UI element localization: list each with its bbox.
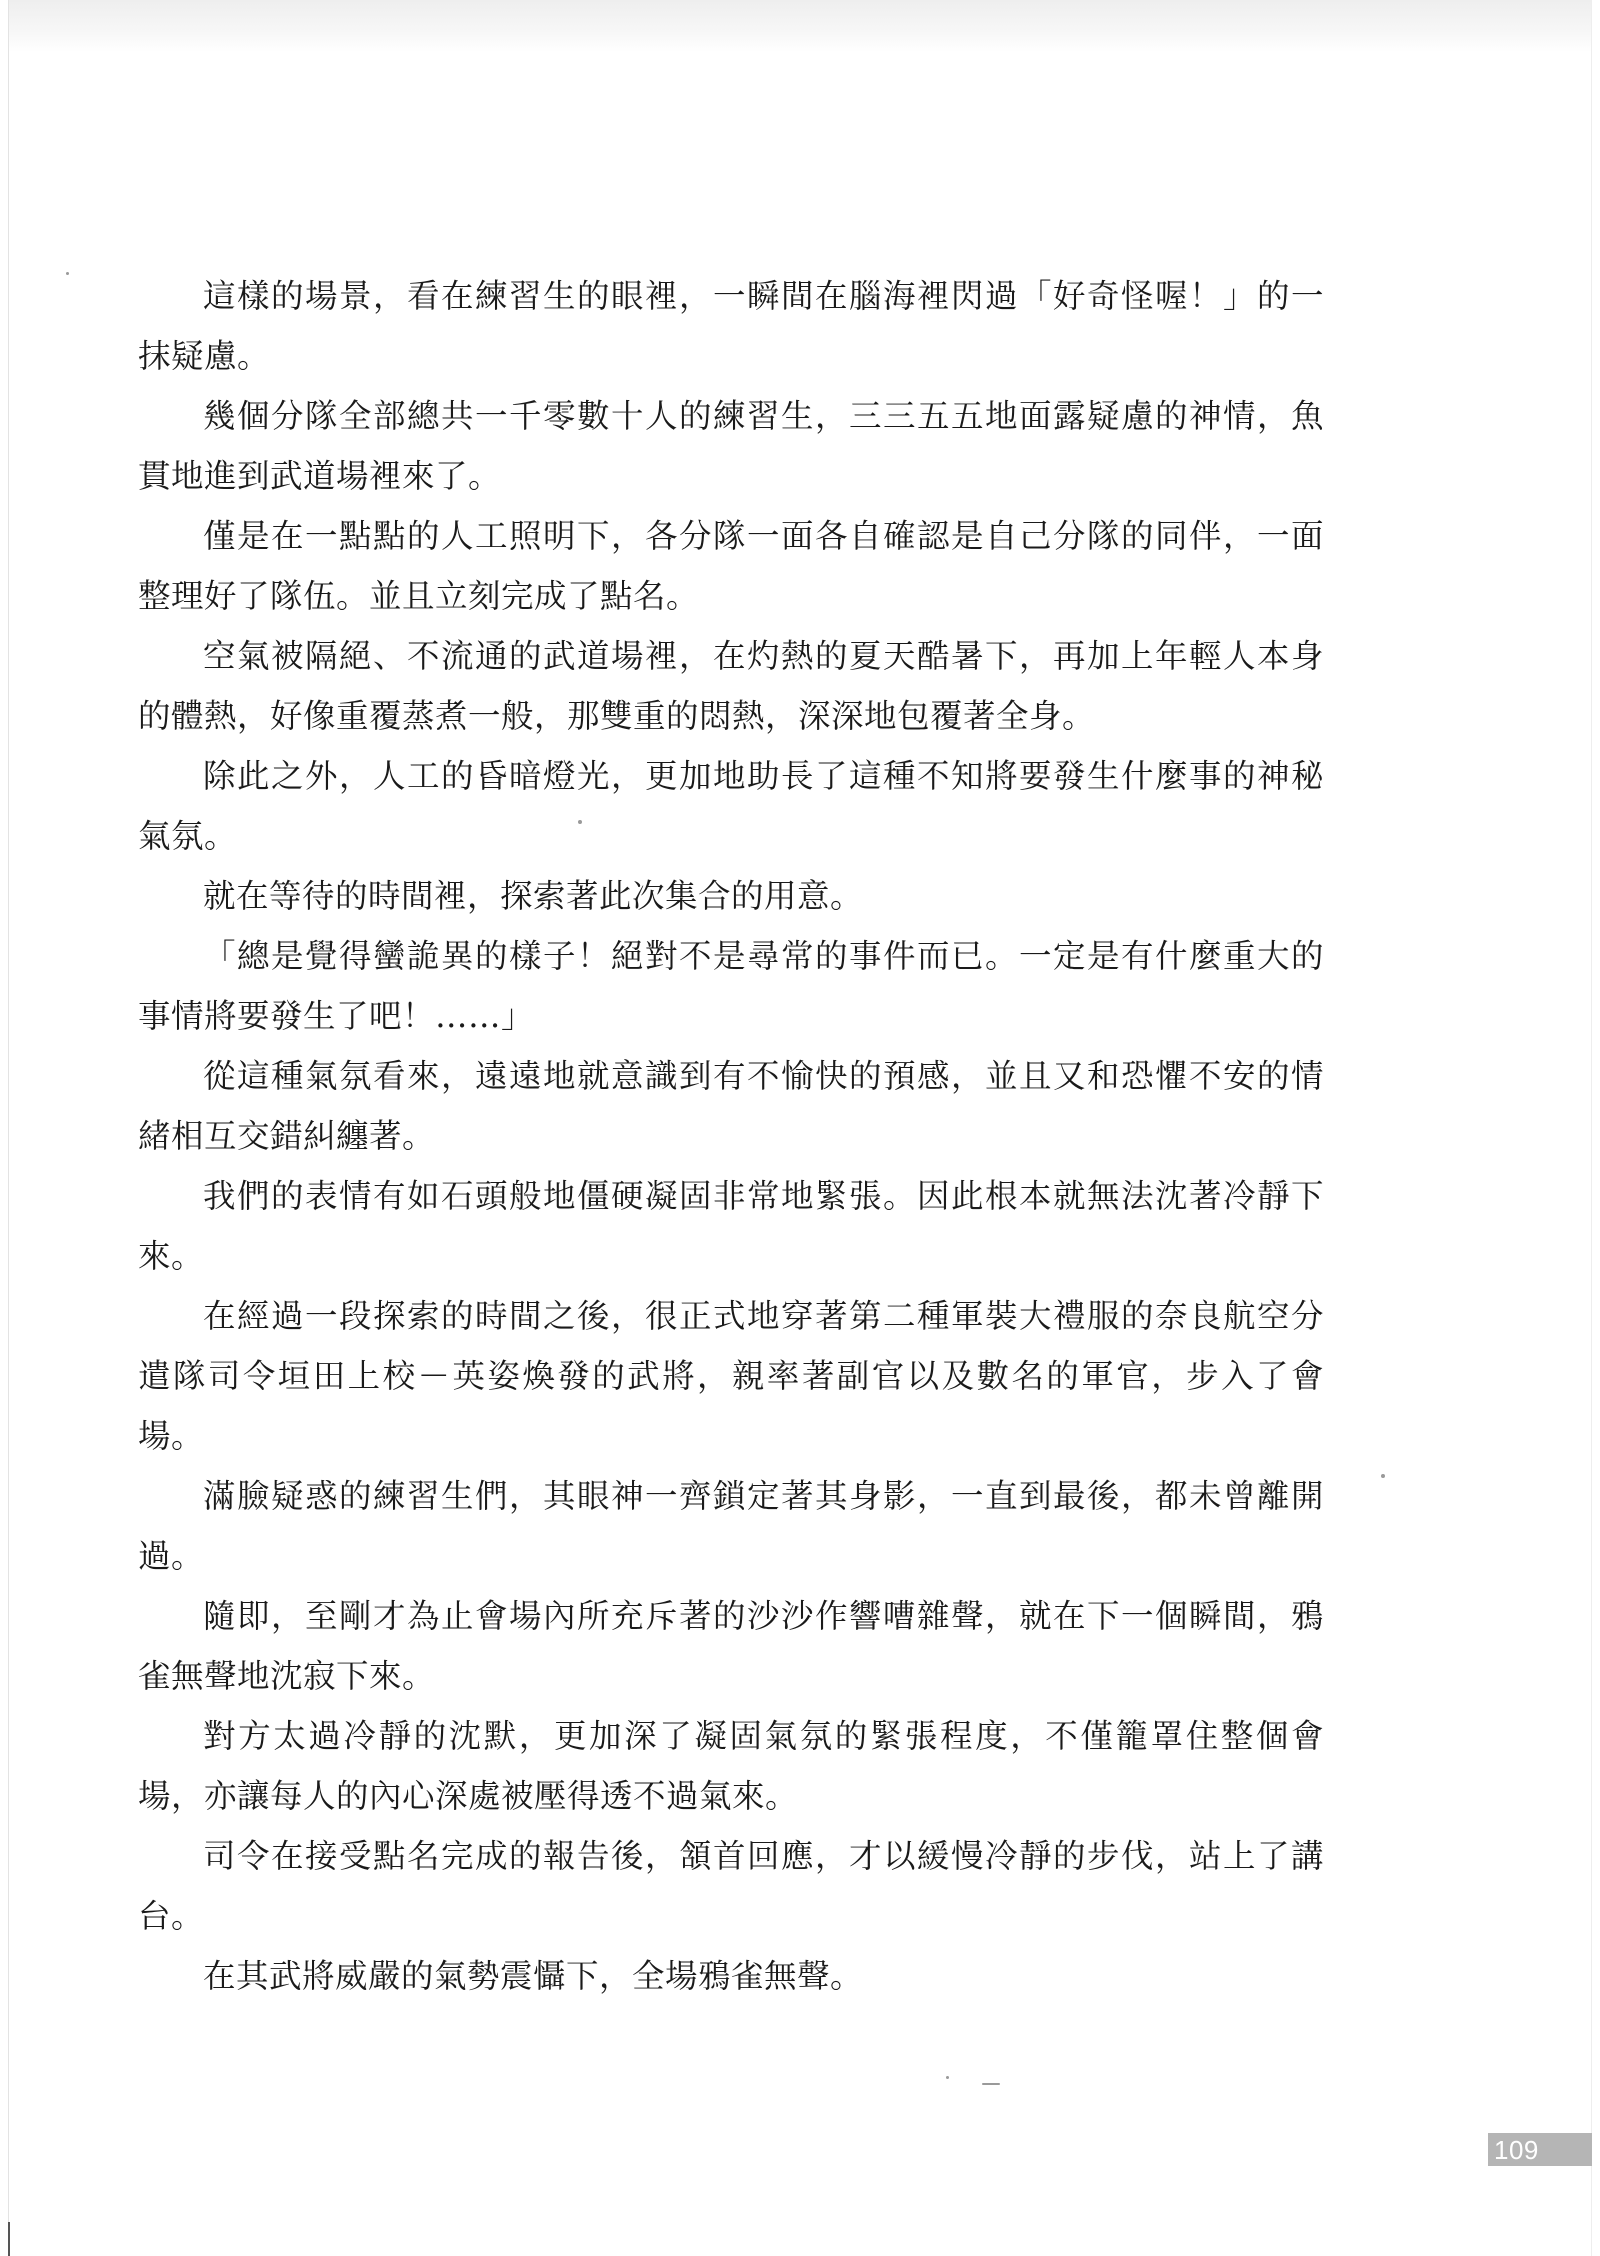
- paragraph: 司令在接受點名完成的報告後，頷首回應，才以緩慢冷靜的步伐，站上了講台。: [138, 1837, 1324, 1935]
- scan-speck: [946, 2076, 949, 2079]
- paragraph: 空氣被隔絕、不流通的武道場裡，在灼熱的夏天酷暑下，再加上年輕人本身的體熱，好像重覆蒸煮一般，那雙重的悶熱，深深地包覆著全身。: [138, 637, 1324, 735]
- paragraph: 對方太過冷靜的沈默，更加深了凝固氣氛的緊張程度，不僅籠罩住整個會場，亦讓每人的內心深處被壓得透不過氣來。: [138, 1717, 1324, 1815]
- body-text: [138, 266, 1324, 2006]
- scan-speck: [578, 820, 582, 824]
- scan-speck: [66, 272, 69, 275]
- paragraph: 我們的表情有如石頭般地僵硬凝固非常地緊張。因此根本就無法沈著冷靜下來。: [138, 1177, 1324, 1275]
- paragraph: 幾個分隊全部總共一千零數十人的練習生，三三五五地面露疑慮的神情，魚貫地進到武道場裡來了。: [138, 397, 1324, 495]
- paragraph: 除此之外，人工的昏暗燈光，更加地助長了這種不知將要發生什麼事的神秘氣氛。: [138, 757, 1324, 855]
- paragraph: 滿臉疑惑的練習生們，其眼神一齊鎖定著其身影，一直到最後，都未曾離開過。: [138, 1477, 1324, 1575]
- paragraph: 就在等待的時間裡，探索著此次集合的用意。: [203, 877, 864, 915]
- scan-speck: [982, 2083, 1000, 2085]
- paragraph: 隨即，至剛才為止會場內所充斥著的沙沙作響嘈雜聲，就在下一個瞬間，鴉雀無聲地沈寂下來。: [138, 1597, 1324, 1695]
- paragraph: 在其武將威嚴的氣勢震懾下，全場鴉雀無聲。: [203, 1957, 864, 1995]
- paragraph: 僅是在一點點的人工照明下，各分隊一面各自確認是自己分隊的同伴，一面整理好了隊伍。並且立刻完成了點名。: [138, 517, 1324, 615]
- paragraph: 從這種氣氛看來，遠遠地就意識到有不愉快的預感，並且又和恐懼不安的情緒相互交錯糾纏著。: [138, 1057, 1324, 1155]
- page-number: 109: [1494, 2135, 1539, 2165]
- scan-speck: [1381, 1474, 1385, 1478]
- scan-edge-mark: [8, 2222, 10, 2256]
- paragraph: 這樣的場景，看在練習生的眼裡，一瞬間在腦海裡閃過「好奇怪喔！」的一抹疑慮。: [138, 277, 1324, 375]
- paragraph: 「總是覺得蠻詭異的樣子！絕對不是尋常的事件而已。一定是有什麼重大的事情將要發生了吧！……」: [138, 937, 1324, 1035]
- paragraph: 在經過一段探索的時間之後，很正式地穿著第二種軍裝大禮服的奈良航空分遣隊司令垣田上校－英姿煥發的武將，親率著副官以及數名的軍官，步入了會場。: [138, 1297, 1324, 1455]
